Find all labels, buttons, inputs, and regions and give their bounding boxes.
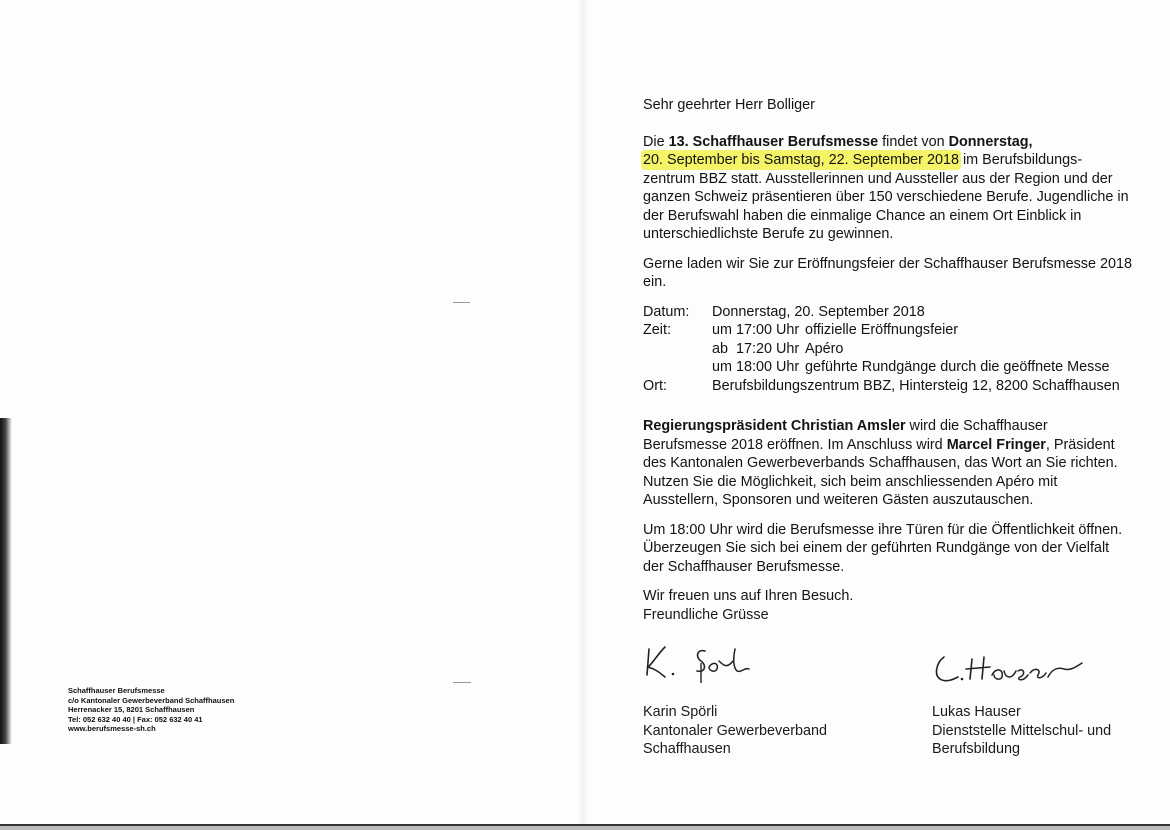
salutation: Sehr geehrter Herr Bolliger (643, 97, 815, 113)
closing-phrase: Freundliche Grüsse (643, 607, 769, 623)
schedule-item (712, 321, 1110, 340)
bold-text: Donnerstag, (948, 133, 1033, 150)
text: , Präsident des Kantonalen Gewerbeverbands Schaffhausen, das Wort an Sie richten. Nutzen Sie die Möglichkeit, sich beim anschliessenden Apéro mit Ausstellern, Sponsoren und weiteren Gästen auszutauschen. (643, 436, 1118, 508)
sender-address (68, 686, 234, 734)
signer-org: Berufsbildung (932, 741, 1021, 757)
signer-org: Dienststelle Mittelschul- und (932, 722, 1112, 739)
bold-text: 13. Schaffhauser Berufsmesse (668, 133, 879, 150)
text: findet von (878, 133, 949, 150)
fold-mark (453, 302, 470, 303)
paragraph-invitation: Gerne laden wir Sie zur Eröffnungsfeier der Schaffhauser Berufsmesse 2018 ein. (643, 255, 1133, 290)
signer-lukas (932, 703, 1111, 759)
highlighted-dates: 20. September bis Samstag, 22. September 2018 (643, 152, 959, 168)
page-fold (578, 0, 588, 830)
paragraph-intro (643, 133, 1133, 244)
detail-value: Donnerstag, 20. September 2018 (712, 303, 925, 320)
detail-value: Berufsbildungszentrum BBZ, Hintersteig 12, 8200 Schaffhausen (712, 377, 1120, 394)
schedule-item (712, 340, 1110, 359)
scan-bottom-shadow (0, 826, 1170, 830)
bold-text: Marcel Fringer (946, 436, 1046, 453)
schedule-item (712, 358, 1110, 377)
signer-name: Lukas Hauser (932, 704, 1021, 720)
paragraph-speakers (643, 417, 1133, 510)
sender-line: Schaffhauser Berufsmesse (68, 686, 165, 695)
letter-body (643, 96, 1133, 617)
sender-line: Tel: 052 632 40 40 | Fax: 052 632 40 41 (68, 714, 203, 724)
handwritten-signature (932, 649, 1092, 685)
signer-org: Kantonaler Gewerbeverband (643, 722, 828, 739)
sender-line: c/o Kantonaler Gewerbeverband Schaffhausen (68, 695, 235, 705)
sender-line: Herrenacker 15, 8201 Schaffhausen (68, 705, 195, 714)
detail-row-place (643, 377, 1133, 396)
text: im Berufsbildungs-zentrum BBZ statt. Ausstellerinnen und Aussteller aus der Region und der ganzen Schweiz präsentieren über 150 verschiedene Berufe. Jugendliche in der Berufswahl haben die einmalige Chance an einem Ort Einblick in unterschiedlichste Berufe zu gewinnen. (643, 152, 1129, 242)
schedule-time: um 18:00 Uhr (712, 359, 800, 375)
handwritten-signature (643, 641, 763, 685)
detail-label: Zeit: (643, 322, 671, 338)
scan-edge-shadow (0, 418, 12, 744)
signer-name: Karin Spörli (643, 704, 718, 720)
signature-block (643, 607, 1143, 757)
schedule-desc: Apéro (805, 340, 844, 357)
detail-row-date (643, 303, 1133, 322)
signer-karin (643, 703, 827, 759)
paragraph-closing-line: Wir freuen uns auf Ihren Besuch. (643, 588, 854, 604)
sender-line: www.berufsmesse-sh.ch (68, 724, 156, 733)
event-details (643, 303, 1133, 396)
detail-label: Datum: (643, 303, 690, 320)
paragraph-opening: Um 18:00 Uhr wird die Berufsmesse ihre Türen für die Öffentlichkeit öffnen. Überzeugen Sie sich bei einem der geführten Rundgänge von der Vielfalt der Schaffhauser Berufsmesse. (643, 521, 1123, 575)
fold-mark (453, 682, 471, 683)
text: wird die Schaffhauser Berufsmesse 2018 eröffnen. Im Anschluss wird (643, 418, 1048, 453)
detail-label: Ort: (643, 377, 667, 394)
schedule-desc: offizielle Eröffnungsfeier (805, 322, 959, 338)
schedule-list (712, 321, 1110, 377)
text: Die (643, 133, 669, 150)
signer-org: Schaffhausen (643, 741, 731, 757)
schedule-desc: geführte Rundgänge durch die geöffnete Messe (805, 359, 1110, 375)
schedule-time: um 17:00 Uhr (712, 322, 800, 338)
schedule-time: ab 17:20 Uhr (712, 340, 800, 357)
detail-row-time (643, 321, 1133, 377)
bold-text: Regierungspräsident Christian Amsler (643, 418, 906, 434)
